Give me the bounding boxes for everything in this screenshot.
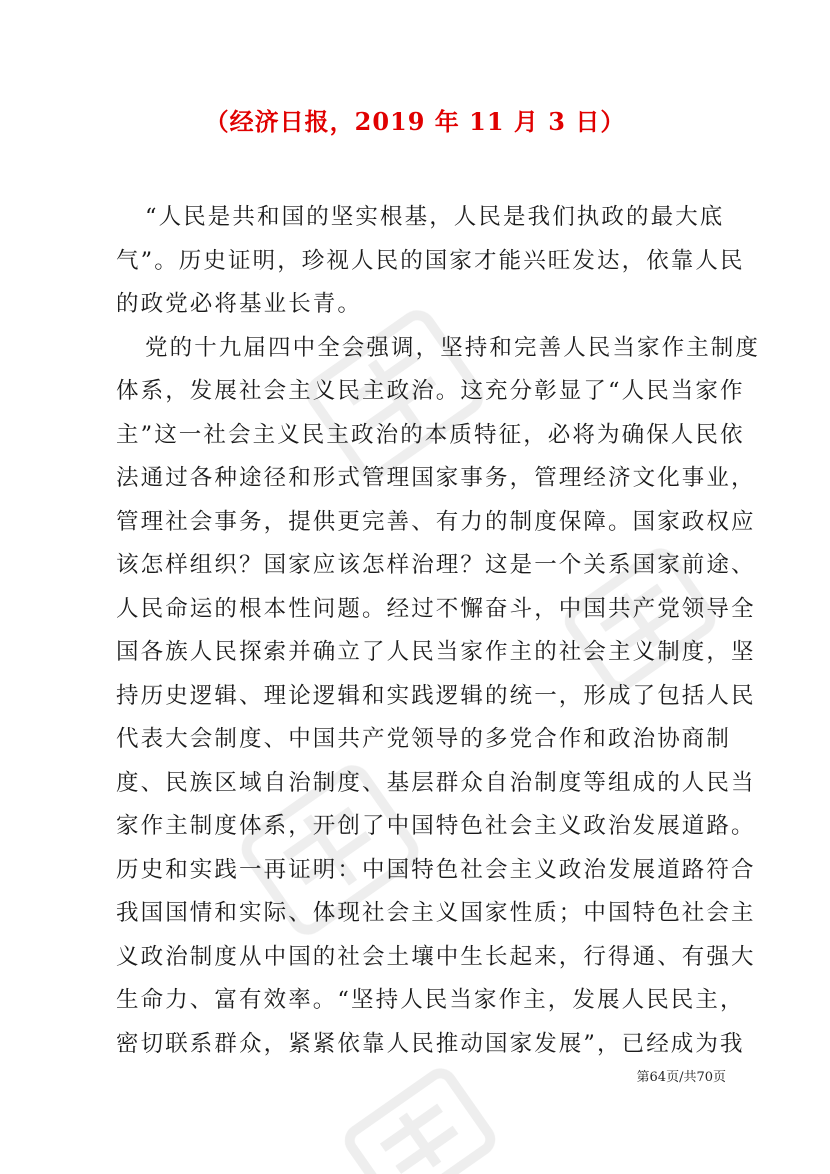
document-source-title: （经济日报，2019 年 11 月 3 日） [204, 107, 626, 136]
text-line: 历史和实践一再证明：中国特色社会主义政治发展道路符合 [116, 856, 756, 883]
text-line: 密切联系群众，紧紧依靠人民推动国家发展”，已经成为我 [116, 1030, 745, 1057]
text-line: 义政治制度从中国的社会土壤中生长起来，行得通、有强大 [116, 943, 756, 970]
document-body [116, 196, 761, 1066]
text-line: 该怎样组织？国家应该怎样治理？这是一个关系国家前途、 [116, 552, 756, 578]
text-line: 代表大会制度、中国共产党领导的多党合作和政治协商制 [116, 726, 732, 752]
text-line: 度、民族区域自治制度、基层群众自治制度等组成的人民当 [116, 769, 756, 796]
text-line: 主”这一社会主义民主政治的本质特征，必将为确保人民依 [116, 421, 745, 448]
text-line: 气”。历史证明，珍视人民的国家才能兴旺发达，依靠人民 [116, 247, 745, 274]
text-line: 的政党必将基业长青。 [116, 291, 363, 317]
text-line: “人民是共和国的坚实根基，人民是我们执政的最大底 [145, 204, 725, 230]
text-line: 国各族人民探索并确立了人民当家作主的社会主义制度，坚 [116, 639, 756, 665]
text-line: 我国国情和实际、体现社会主义国家性质；中国特色社会主 [116, 900, 756, 926]
page-number: 第64页/共70页 [636, 1070, 726, 1085]
text-line: 家作主制度体系，开创了中国特色社会主义政治发展道路。 [116, 813, 756, 839]
text-line: 管理社会事务，提供更完善、有力的制度保障。国家政权应 [116, 508, 756, 535]
text-line: 法通过各种途径和形式管理国家事务，管理经济文化事业， [116, 465, 756, 491]
text-line: 人民命运的根本性问题。经过不懈奋斗，中国共产党领导全 [116, 595, 756, 622]
text-line: 党的十九届四中全会强调，坚持和完善人民当家作主制度 [145, 334, 761, 361]
text-line: 生命力、富有效率。“坚持人民当家作主，发展人民民主， [116, 987, 745, 1013]
text-line: 体系，发展社会主义民主政治。这充分彰显了“人民当家作 [116, 378, 745, 404]
text-line: 持历史逻辑、理论逻辑和实践逻辑的统一，形成了包括人民 [116, 682, 756, 709]
